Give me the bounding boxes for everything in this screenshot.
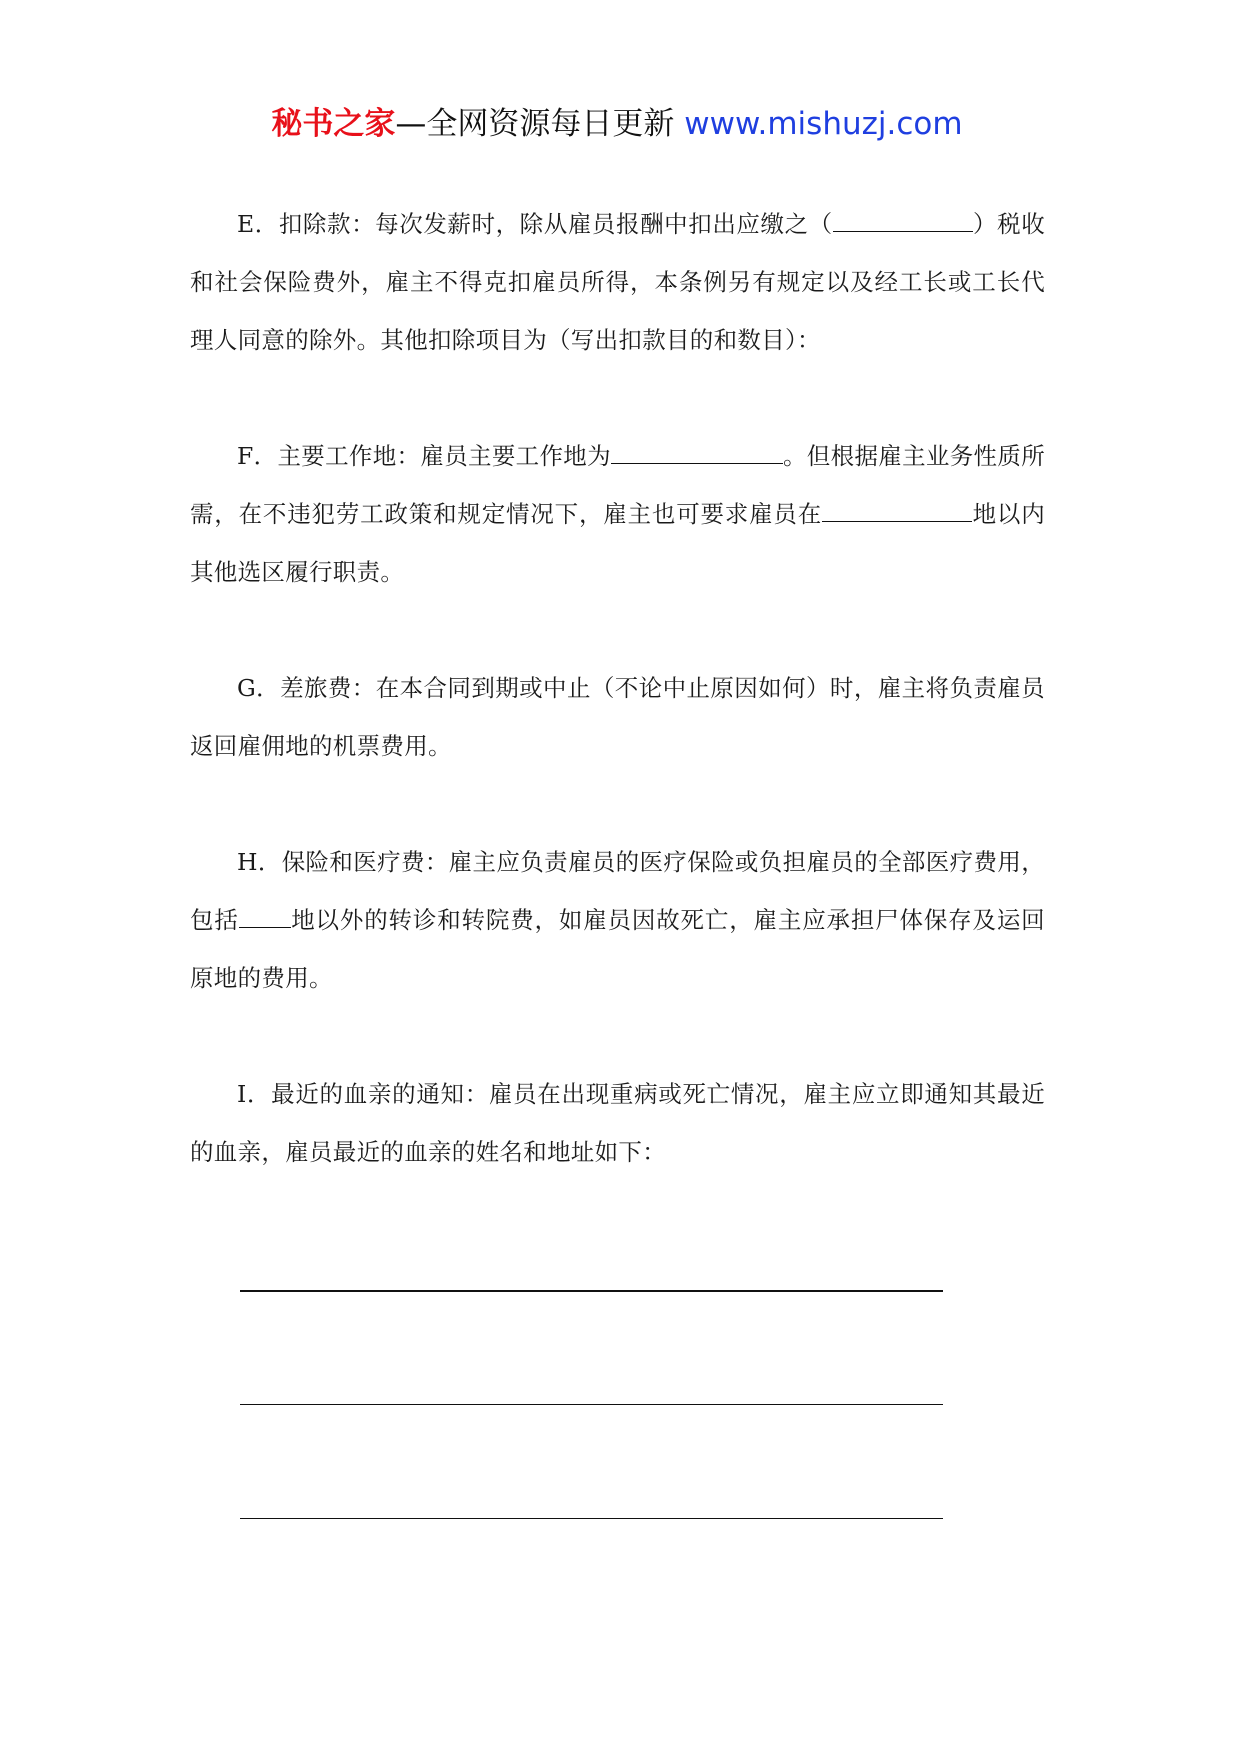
- page-header: [0, 100, 1234, 148]
- clause-h-text-1: H．保险和医疗费：雇主应负责雇员的医疗保险或负担雇员的全部医疗费用，包括: [190, 848, 1045, 934]
- clause-f-blank-workplace: [611, 443, 783, 464]
- fill-line-2: [240, 1404, 943, 1405]
- header-brand: 秘书之家: [271, 106, 396, 142]
- clause-f-text-3: 地以内其他选区履行职责。: [190, 500, 1045, 586]
- clause-h: [190, 833, 1045, 1007]
- header-url[interactable]: www.mishuzj.com: [684, 106, 963, 142]
- document-body: [190, 195, 1045, 1239]
- clause-h-text-2: 地以外的转诊和转院费，如雇员因故死亡，雇主应承担尸体保存及运回原地的费用。: [190, 906, 1045, 992]
- fill-line-1: [240, 1290, 943, 1292]
- clause-g-text: G．差旅费：在本合同到期或中止（不论中止原因如何）时，雇主将负责雇员返回雇佣地的机票费用。: [190, 674, 1045, 760]
- clause-f: [190, 427, 1045, 601]
- clause-f-blank-area: [822, 501, 972, 522]
- clause-e: [190, 195, 1045, 369]
- clause-h-blank: [239, 907, 291, 928]
- clause-f-text-2: 。但根据雇主业务性质所需，在不违犯劳工政策和规定情况下，雇主也可要求雇员在: [190, 442, 1045, 528]
- header-tagline: —全网资源每日更新: [395, 106, 675, 142]
- clause-i: [190, 1065, 1045, 1181]
- clause-e-text-2: ）税收和社会保险费外，雇主不得克扣雇员所得，本条例另有规定以及经工长或工长代理人同意的除外。其他扣除项目为（写出扣款目的和数目）：: [190, 210, 1046, 354]
- clause-e-text-1: E．扣除款：每次发薪时，除从雇员报酬中扣出应缴之（: [237, 210, 833, 238]
- fill-line-3: [240, 1518, 943, 1519]
- clause-f-text-1: F．主要工作地：雇员主要工作地为: [237, 442, 611, 470]
- clause-e-blank: [833, 211, 973, 232]
- clause-g: [190, 659, 1045, 775]
- clause-i-text: I．最近的血亲的通知：雇员在出现重病或死亡情况，雇主应立即通知其最近的血亲，雇员最近的血亲的姓名和地址如下：: [190, 1080, 1045, 1166]
